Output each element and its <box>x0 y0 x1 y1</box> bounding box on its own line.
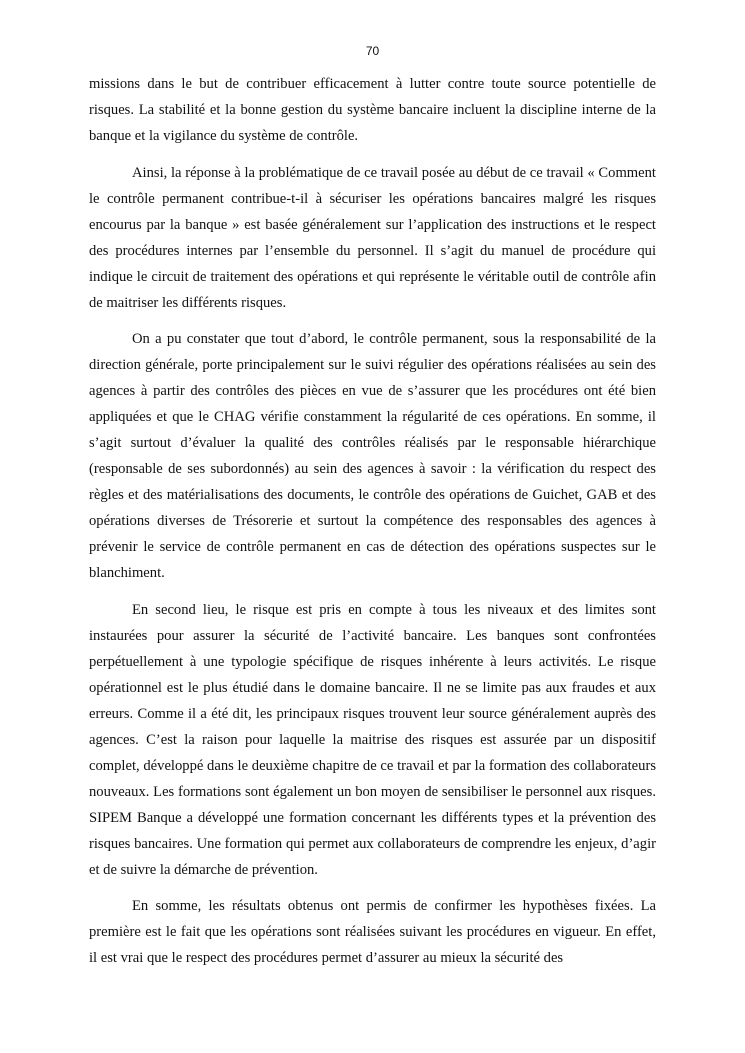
paragraph-risk-management: En second lieu, le risque est pris en compte à tous les niveaux et des limites sont instaurées pour assurer la sécurité de l’activité bancaire. Les banques sont confrontées perpétuellement à une typologie spécifique de risques inhérente à leurs activités. Le risque opérationnel est le plus étudié dans le domaine bancaire. Il ne se limite pas aux fraudes et aux erreurs. Comme il a été dit, les principaux risques trouvent leur source généralement auprès des agences. C’est la raison pour laquelle la maitrise des risques est assurée par un dispositif complet, développé dans le deuxième chapitre de ce travail et par la formation des collaborateurs nouveaux. Les formations sont également un bon moyen de sensibiliser le personnel aux risques. SIPEM Banque a développé une formation concernant les différents types et la prévention des risques bancaires. Une formation qui permet aux collaborateurs de comprendre les enjeux, d’agir et de suivre la démarche de prévention. <box>89 601 656 878</box>
body-text <box>89 71 656 971</box>
page-number: 70 <box>365 44 380 58</box>
paragraph-continuation: missions dans le but de contribuer efficacement à lutter contre toute source potentielle de risques. La stabilité et la bonne gestion du système bancaire incluent la discipline interne de la banque et la vigilance du système de contrôle. <box>89 76 656 144</box>
paragraph-problematic-answer: Ainsi, la réponse à la problématique de ce travail posée au début de ce travail « Comment le contrôle permanent contribue-t-il à sécuriser les opérations bancaires malgré les risques encourus par la banque » est basée généralement sur l’application des instructions et le respect des procédures internes par l’ensemble du personnel. Il s’agit du manuel de procédure qui indique le circuit de traitement des opérations et qui représente le véritable outil de contrôle afin de maitriser les différents risques. <box>89 164 656 311</box>
paragraph-permanent-control: On a pu constater que tout d’abord, le contrôle permanent, sous la responsabilité de la direction générale, porte principalement sur le suivi régulier des opérations réalisées au sein des agences à partir des contrôles des pièces en vue de s’assurer que les procédures ont été bien appliquées et que le CHAG vérifie constamment la régularité de ces opérations. En somme, il s’agit surtout d’évaluer la qualité des contrôles réalisés par le responsable hiérarchique (responsable de ses subordonnés) au sein des agences à savoir : la vérification du respect des règles et des matérialisations des documents, le contrôle des opérations de Guichet, GAB et des opérations diverses de Trésorerie et surtout la compétence des responsables des agences à prévenir le service de contrôle permanent en cas de détection des opérations suspectes sur le blanchiment. <box>89 331 656 581</box>
paragraph-results: En somme, les résultats obtenus ont permis de confirmer les hypothèses fixées. La première est le fait que les opérations sont réalisées suivant les procédures en vigueur. En effet, il est vrai que le respect des procédures permet d’assurer au mieux la sécurité des <box>89 898 656 966</box>
